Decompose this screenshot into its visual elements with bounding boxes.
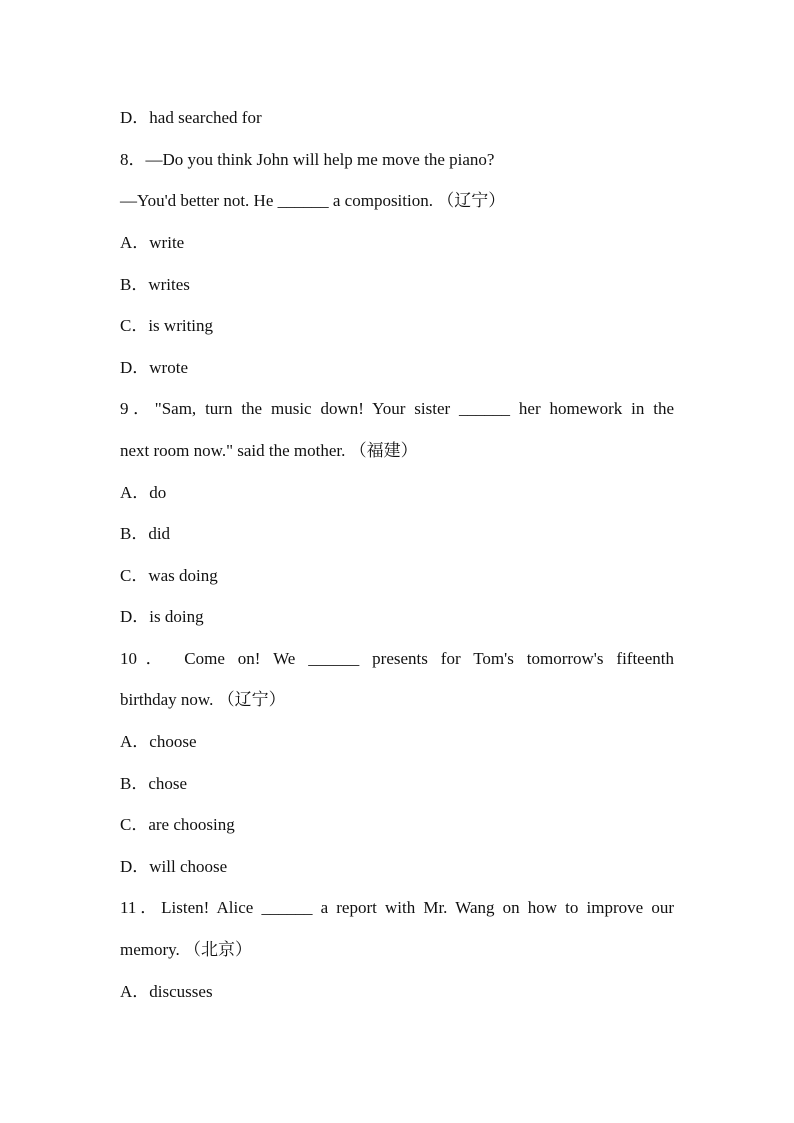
q9-stem-line1: 9．"Sam, turn the music down! Your sister ______ her homework in the [120,399,674,418]
q9-option-c: C．was doing [120,566,218,585]
q11-stem-line1: 11．Listen! Alice ______ a report with Mr. Wang on how to improve our [120,898,674,917]
q9-option-a: A．do [120,483,167,502]
q8-reply: —You'd better not. He ______ a composition. （辽宁） [120,191,506,210]
q8-option-b: B．writes [120,275,190,294]
q10-option-d: D．will choose [120,857,228,876]
q10-option-b: B．chose [120,774,188,793]
q8-stem: 8．—Do you think John will help me move the piano? [120,150,495,169]
q10-option-a: A．choose [120,732,197,751]
q9-option-d: D．is doing [120,607,204,626]
q10-option-c: C．are choosing [120,815,235,834]
q8-option-a: A．write [120,233,185,252]
q8-option-c: C．is writing [120,316,214,335]
q9-option-b: B．did [120,524,171,543]
q11-stem-line2: memory. （北京） [120,940,253,959]
q7-option-d: D．had searched for [120,108,262,127]
q11-option-a: A．discusses [120,982,213,1001]
q9-stem-line2: next room now." said the mother. （福建） [120,441,418,460]
q10-stem-line2: birthday now. （辽宁） [120,690,286,709]
q8-option-d: D．wrote [120,358,188,377]
q10-stem-line1: 10． Come on! We ______ presents for Tom's tomorrow's fifteenth [120,649,674,668]
